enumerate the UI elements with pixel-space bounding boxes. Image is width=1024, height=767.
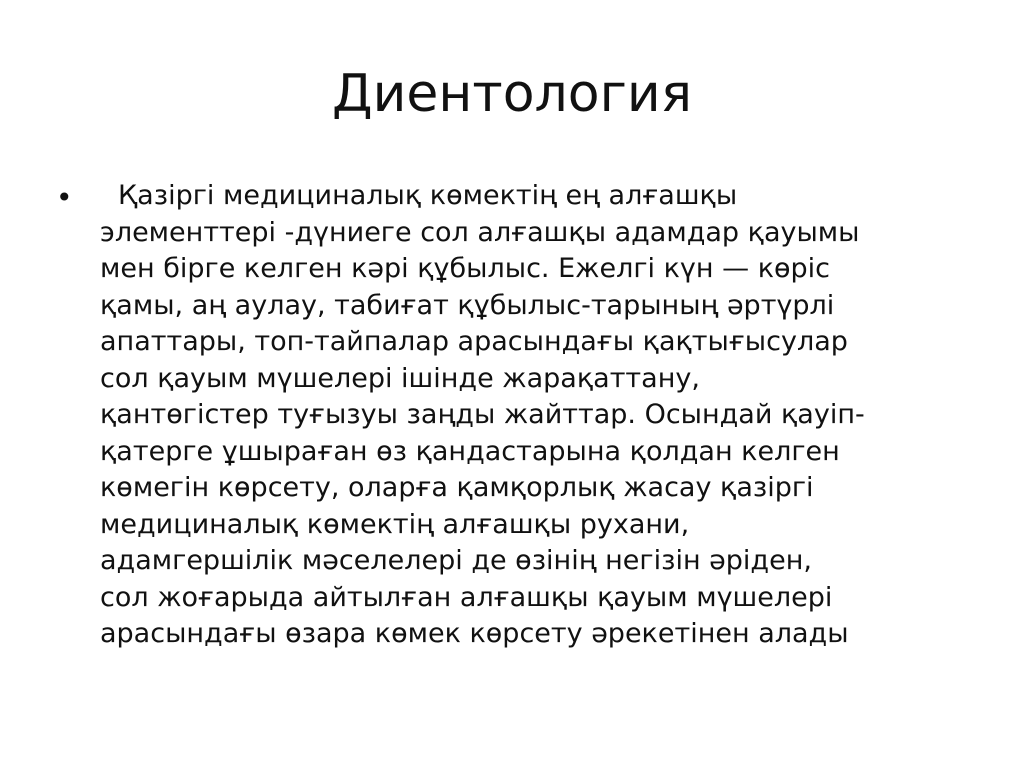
- bullet-icon: •: [56, 181, 73, 214]
- bullet-text: [100, 178, 976, 653]
- text-line: көмегін көрсету, оларға қамқорлық жасау қазіргі: [100, 472, 814, 503]
- text-line: қантөгістер туғызуы заңды жайттар. Осындай қауіп-: [100, 399, 865, 430]
- text-line: медициналық көмектің алғашқы рухани,: [100, 508, 690, 540]
- text-line: апаттары, топ-тайпалар арасындағы қақтығысулар: [100, 326, 848, 357]
- text-line: сол жоғарыда айтылған алғашқы қауым мүшелері: [100, 581, 833, 613]
- text-line: қамы, аң аулау, табиғат құбылыс-тарының әртүрлі: [100, 289, 835, 321]
- text-line: мен бірге келген кәрі құбылыс. Ежелгі күн — көріс: [100, 253, 831, 284]
- text-line: арасындағы өзара көмек көрсету әрекетінен алады: [100, 618, 849, 649]
- text-line: Қазіргі медициналық көмектің ең алғашқы: [118, 180, 738, 211]
- text-line: элементтері -дүниеге сол алғашқы адамдар қауымы: [100, 216, 860, 248]
- slide-title: Диентология: [332, 64, 692, 124]
- text-line: адамгершілік мәселелері де өзінің негізін әріден,: [100, 545, 812, 576]
- bullet-item: [56, 178, 976, 653]
- text-line: сол қауым мүшелері ішінде жарақаттану,: [100, 362, 700, 394]
- bullet-list: [56, 178, 976, 653]
- text-line: қатерге ұшыраған өз қандастарына қолдан келген: [100, 435, 840, 467]
